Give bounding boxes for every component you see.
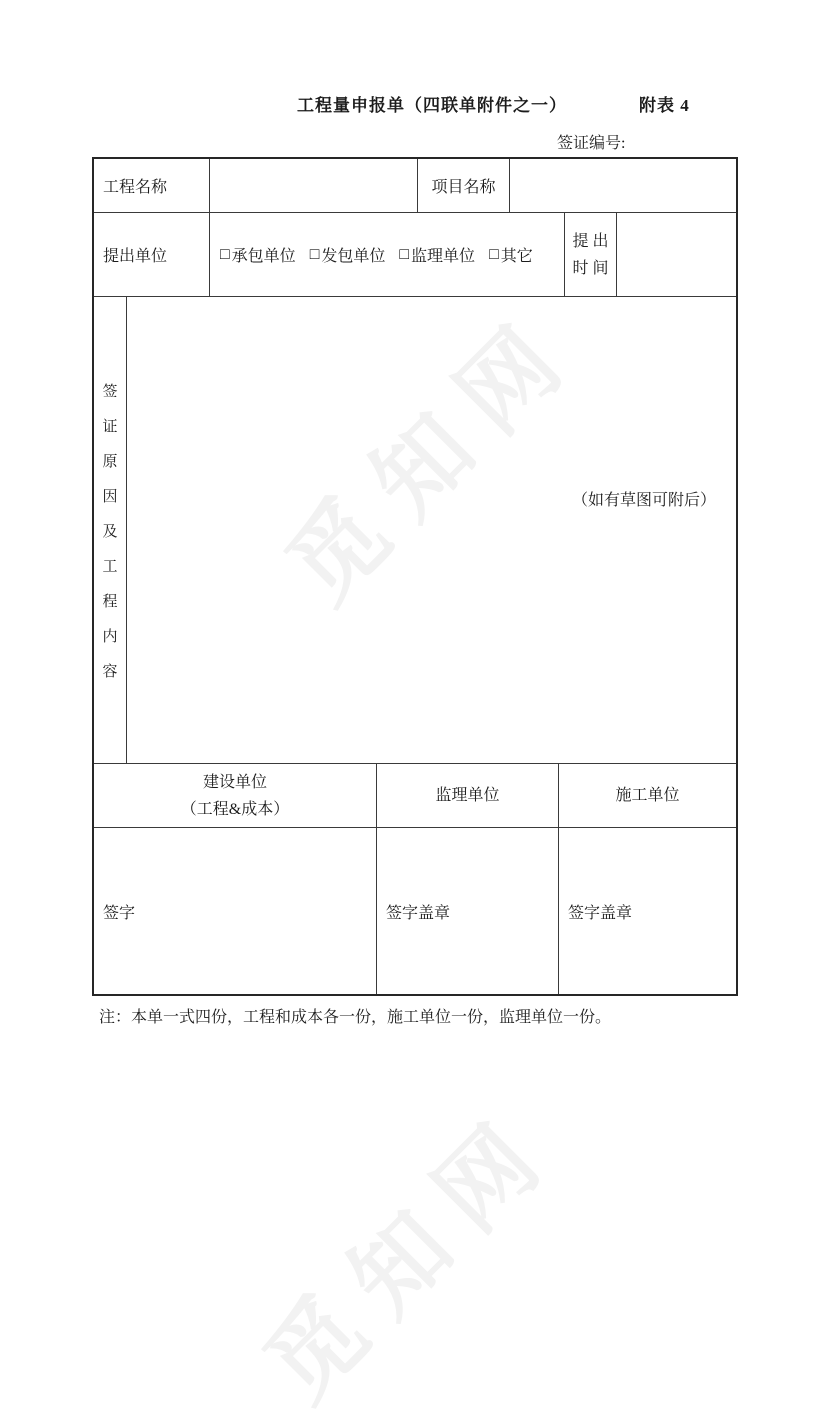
section-label-char: 内	[102, 628, 118, 645]
time-label	[565, 213, 617, 296]
proposer-label: 提出单位	[94, 213, 210, 296]
row-signatures	[94, 828, 736, 994]
section-label-char: 工	[102, 558, 118, 575]
section-label	[94, 297, 127, 763]
section-label-char: 容	[102, 663, 118, 680]
section-label-char: 签	[102, 383, 118, 400]
page-title: 工程量申报单（四联单附件之一）	[297, 96, 567, 115]
watermark-center: 觅知网	[267, 292, 598, 623]
project-name-label: 工程名称	[94, 159, 210, 212]
section-label-char: 因	[102, 488, 118, 505]
checkbox-label: 监理单位	[411, 248, 476, 265]
checkbox-icon: □	[399, 245, 410, 263]
sign-no-label: 签证编号:	[557, 135, 626, 152]
time-label-line1: 提 出	[572, 232, 609, 250]
contractor-sign-label: 签字盖章	[568, 904, 633, 922]
section-label-char: 证	[102, 418, 118, 435]
checkbox-option-supervisor[interactable]	[399, 243, 475, 266]
note: 注：本单一式四份，工程和成本各一份，施工单位一份，监理单位一份。	[99, 1009, 612, 1026]
row-proposer	[94, 213, 736, 297]
checkbox-label: 发包单位	[321, 248, 386, 265]
item-name-input[interactable]	[510, 159, 736, 212]
contractor-header: 施工单位	[615, 787, 680, 804]
section-content-area[interactable]	[127, 297, 736, 763]
appendix-label: 附表 4	[639, 96, 690, 115]
project-name-input[interactable]	[210, 159, 418, 212]
checkbox-option-contractor[interactable]	[220, 243, 296, 266]
time-label-line2: 时 间	[572, 259, 609, 277]
supervisor-sign-label: 签字盖章	[386, 904, 451, 922]
time-input[interactable]	[617, 213, 736, 296]
row-unit-headers	[94, 764, 736, 828]
builder-header-line1: 建设单位	[202, 773, 267, 791]
checkbox-icon: □	[220, 245, 230, 263]
proposer-options	[210, 213, 565, 296]
contractor-signature-area[interactable]	[559, 828, 736, 994]
item-name-label: 项目名称	[418, 159, 510, 212]
checkbox-label: 承包单位	[231, 248, 296, 265]
watermark-bottom: 觅知网	[245, 1090, 576, 1421]
builder-header-line2: （工程&成本）	[180, 800, 290, 818]
section-label-char: 原	[102, 453, 118, 470]
row-reason-content	[94, 297, 736, 764]
section-label-char: 及	[102, 523, 118, 540]
supervisor-signature-area[interactable]	[377, 828, 559, 994]
builder-header	[94, 764, 377, 827]
form-table	[92, 157, 738, 996]
checkbox-label: 其它	[500, 248, 533, 265]
row-project-name	[94, 159, 736, 213]
builder-sign-label: 签字	[103, 904, 136, 922]
checkbox-option-other[interactable]	[489, 243, 533, 266]
checkbox-option-employer[interactable]	[310, 243, 386, 266]
checkbox-icon: □	[489, 245, 499, 263]
title-row	[297, 91, 690, 116]
sketch-hint: （如有草图可附后）	[571, 492, 716, 509]
builder-signature-area[interactable]	[94, 828, 377, 994]
section-label-char: 程	[102, 593, 118, 610]
supervisor-header: 监理单位	[377, 764, 559, 827]
checkbox-icon: □	[309, 245, 320, 263]
